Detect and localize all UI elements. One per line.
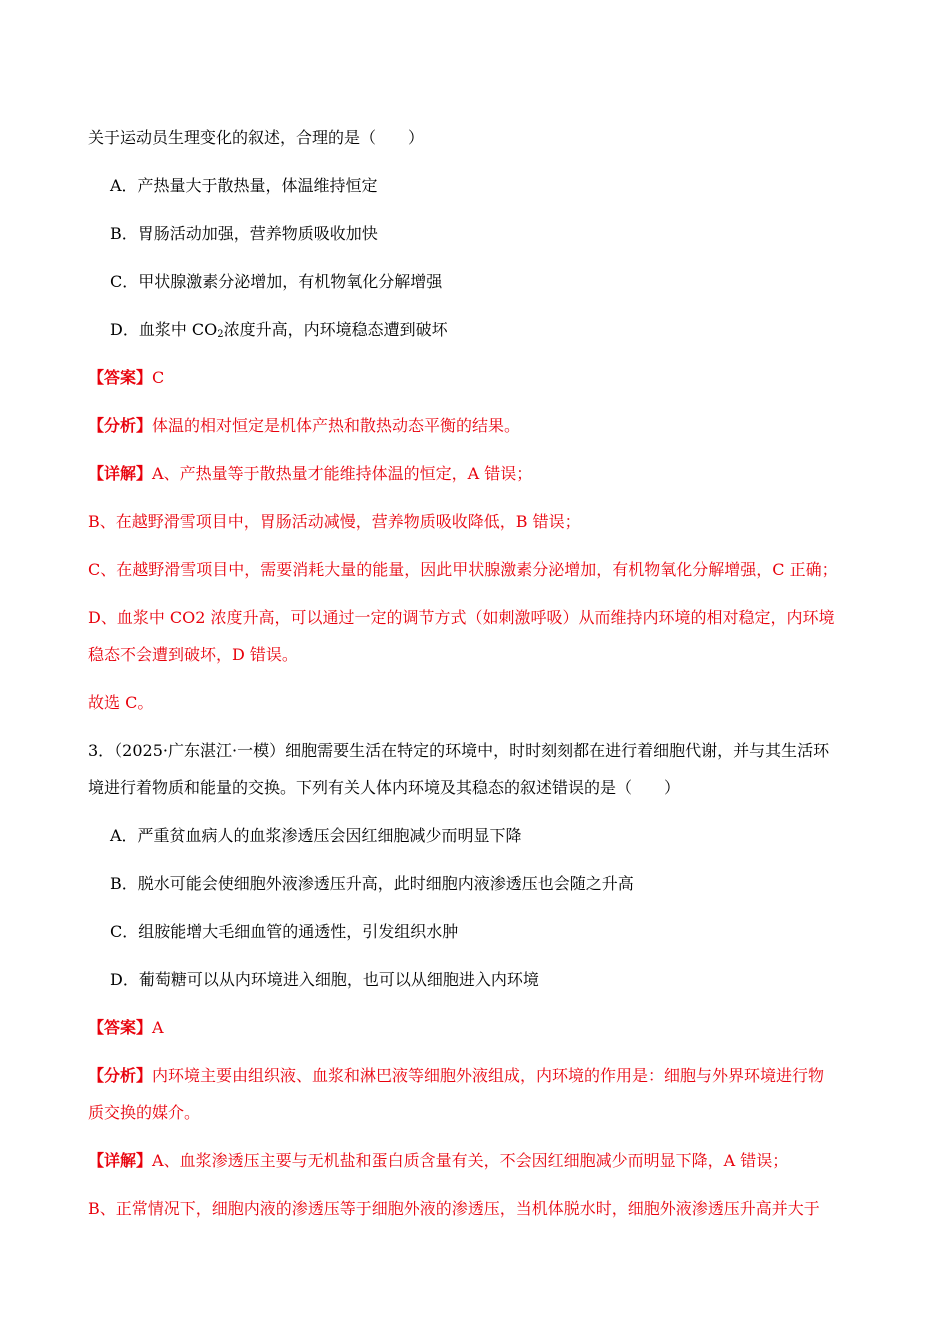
q2-option-d-text-pre: D．血浆中 CO: [110, 320, 218, 339]
q2-detail-a: [88, 463, 532, 485]
q3-option-a: A．严重贫血病人的血浆渗透压会因红细胞减少而明显下降: [110, 826, 522, 845]
q2-detail-tag: 【详解】: [88, 464, 153, 483]
q2-answer-tag: 【答案】: [88, 368, 153, 387]
q3-option-b: B．脱水可能会使细胞外液渗透压升高，此时细胞内液渗透压也会随之升高: [110, 874, 634, 893]
q2-detail-b: B、在越野滑雪项目中，胃肠活动减慢，营养物质吸收降低，B 错误；: [88, 512, 581, 531]
q3-detail-a: [88, 1150, 788, 1172]
q2-option-d-text-post: 浓度升高，内环境稳态遭到破坏: [223, 320, 448, 339]
q3-stem-line2: 境进行着物质和能量的交换。下列有关人体内环境及其稳态的叙述错误的是（ ）: [88, 778, 681, 797]
q3-detail-tag: 【详解】: [88, 1151, 153, 1170]
q3-answer-tag: 【答案】: [88, 1018, 153, 1037]
q2-answer: [88, 367, 164, 389]
q2-stem: 关于运动员生理变化的叙述，合理的是（ ）: [88, 128, 425, 147]
q3-option-d: D．葡萄糖可以从内环境进入细胞，也可以从细胞进入内环境: [110, 970, 539, 989]
q2-detail-a-text: A、产热量等于散热量才能维持体温的恒定，A 错误；: [152, 464, 533, 483]
q3-analysis-line2: 质交换的媒介。: [88, 1103, 201, 1122]
q2-detail-d-line2: 稳态不会遭到破坏，D 错误。: [88, 645, 298, 664]
q2-analysis: [88, 415, 520, 437]
q3-analysis-line1: [88, 1065, 824, 1087]
q2-option-d: [110, 319, 448, 341]
q3-answer-value: A: [152, 1018, 164, 1037]
q3-option-c: C．组胺能增大毛细血管的通透性，引发组织水肿: [110, 922, 459, 941]
q3-detail-b: B、正常情况下，细胞内液的渗透压等于细胞外液的渗透压，当机体脱水时，细胞外液渗透压升高并大于: [88, 1199, 820, 1218]
q3-detail-a-text: A、血浆渗透压主要与无机盐和蛋白质含量有关，不会因红细胞减少而明显下降，A 错误；: [152, 1151, 789, 1170]
q2-option-d-subscript: 2: [217, 329, 224, 340]
q3-analysis-text: 内环境主要由组织液、血浆和淋巴液等细胞外液组成，内环境的作用是：细胞与外界环境进行物: [152, 1066, 825, 1085]
q3-stem-line1: 3．（2025·广东湛江·一模）细胞需要生活在特定的环境中，时时刻刻都在进行着细胞代谢，并与其生活环: [88, 741, 830, 760]
q2-detail-c: C、在越野滑雪项目中，需要消耗大量的能量，因此甲状腺激素分泌增加，有机物氧化分解增强，C 正确；: [88, 560, 838, 579]
q2-analysis-tag: 【分析】: [88, 416, 153, 435]
q2-analysis-text: 体温的相对恒定是机体产热和散热动态平衡的结果。: [152, 416, 521, 435]
q3-answer: [88, 1017, 164, 1039]
q3-analysis-tag: 【分析】: [88, 1066, 153, 1085]
q2-option-a: A．产热量大于散热量，体温维持恒定: [110, 176, 378, 195]
q2-conclusion: 故选 C。: [88, 693, 154, 712]
q2-detail-d-line1: D、血浆中 CO2 浓度升高，可以通过一定的调节方式（如刺激呼吸）从而维持内环境的相对稳定，内环境: [88, 608, 835, 627]
q2-option-b: B．胃肠活动加强，营养物质吸收加快: [110, 224, 378, 243]
q2-answer-value: C: [152, 368, 165, 387]
q2-option-c: C．甲状腺激素分泌增加，有机物氧化分解增强: [110, 272, 443, 291]
